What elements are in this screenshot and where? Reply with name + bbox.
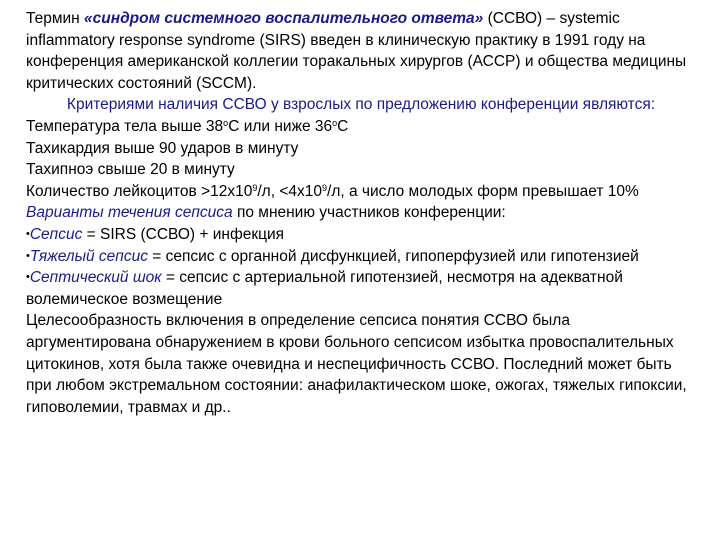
criterion-temperature xyxy=(26,116,696,138)
intro-term-italic: «синдром системного воспалительного ответа» xyxy=(84,10,484,27)
variant-text: = сепсис с органной дисфункцией, гипоперфузией или гипотензией xyxy=(147,247,639,265)
variants-heading-rest: по мнению участников конференции: xyxy=(232,204,506,222)
criterion-leukocytes-text-c: /л, а число молодых форм превышает 10% xyxy=(327,182,639,200)
intro-paragraph xyxy=(26,8,696,94)
variant-item-severe-sepsis xyxy=(26,246,696,268)
variant-term: Сепсис xyxy=(29,225,83,243)
variants-heading-italic: Варианты течения сепсиса xyxy=(26,204,233,222)
variant-text: = сепсис с артериальной гипотензией, несмотря на адекватной волемическое возмещение xyxy=(26,269,623,308)
variant-term: Тяжелый сепсис xyxy=(29,247,148,265)
exponent-2: 9 xyxy=(322,182,328,193)
variant-text: = SIRS (ССВО) + инфекция xyxy=(82,225,285,243)
variant-item-septic-shock xyxy=(26,267,696,310)
conclusion-paragraph: Целесообразность включения в определение сепсиса понятия ССВО была аргументирована обнаружением в крови больного сепсисом избытка провоспалительных цитокинов, хотя была также очевидна и неспецифичность ССВО. Последний может быть при любом экстремальном состоянии: анафилактическом шоке, ожогах, тяжелых гипоксии, гиповолемии, травмах и др.. xyxy=(26,312,687,416)
bullet-icon: • xyxy=(26,271,30,284)
criterion-tachycardia: Тахикардия выше 90 ударов в минуту xyxy=(26,139,299,157)
exponent-1: 9 xyxy=(252,182,258,193)
intro-text: (ССВО) – systemic inflammatory response syndrome (SIRS) введен в клиническую практику в 1991 году на конференция американской коллегии торакальных хирургов (АССР) и общества медицины критических состояний (SCCM). xyxy=(26,10,687,92)
criterion-tachypnea: Тахипноэ свыше 20 в минуту xyxy=(26,161,235,179)
degree-mark-1: о xyxy=(223,117,229,128)
bullet-icon: • xyxy=(26,227,30,240)
criterion-leukocytes xyxy=(26,181,696,203)
variant-term: Септический шок xyxy=(29,269,162,287)
criterion-temperature-text-c: С xyxy=(337,117,349,135)
bullet-icon: • xyxy=(26,249,30,262)
criterion-temperature-text-b: С или ниже 36 xyxy=(228,117,333,135)
intro-term-word: Термин xyxy=(26,10,80,27)
degree-mark-2: о xyxy=(332,117,338,128)
criteria-heading: Критериями наличия ССВО у взрослых по предложению конференции являются: xyxy=(66,96,656,114)
variants-heading xyxy=(26,202,696,224)
variant-item-sepsis xyxy=(26,224,696,246)
criterion-leukocytes-text-a: Количество лейкоцитов >12х10 xyxy=(26,182,253,200)
criterion-leukocytes-text-b: /л, <4х10 xyxy=(257,182,323,200)
criterion-temperature-text-a: Температура тела выше 38 xyxy=(26,117,224,135)
